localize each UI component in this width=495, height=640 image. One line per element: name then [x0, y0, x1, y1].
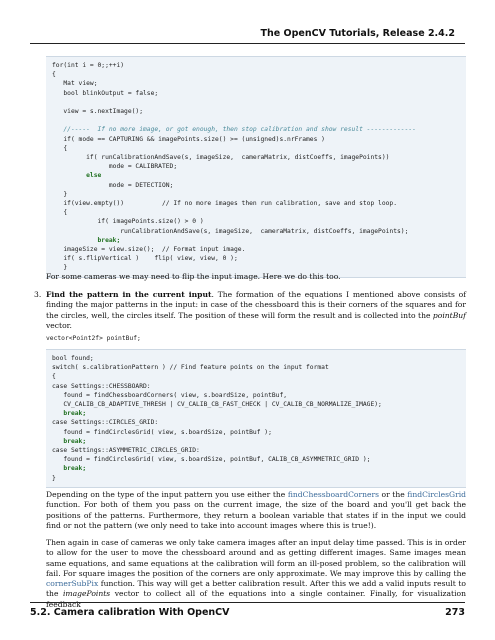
- list-item-find-pattern: Find the pattern in the current input. The formation of the equations I mentioned above consists of finding the major patterns in the input: in case of the chessboard this is their corners of the squares and for the circles, well, the circles itself. The position of these will form the result and is collected into the pointBuf vector.: [46, 290, 467, 330]
- list-item-number: 3.: [34, 290, 42, 299]
- code-block-capture-loop: [46, 56, 466, 278]
- footer-section-title: 5.2. Camera calibration With OpenCV: [30, 607, 230, 618]
- header-divider: [30, 43, 465, 44]
- code-inline-pointbuf: vector<Point2f> pointBuf;: [46, 335, 141, 342]
- footer-divider: [30, 602, 465, 603]
- paragraph-input-delay: Then again in case of cameras we only take camera images after an input delay time passed. This is in order to allow for the user to move the chessboard around and as getting different images. Same images mean same equations, and same equations at the calibration will form an ill-posed problem, so the calibration will fail. For square images the position of the corners are only approximate. We may improve this by calling the cornerSubPix function. This way will get a better calibration result. After this we add a valid inputs result to the imagePoints vector to collect all of the equations into a single container. Finally, for visualization feedback: [46, 538, 466, 609]
- link-findcirclesgrid[interactable]: findCirclesGrid: [407, 490, 466, 499]
- page-number: 273: [445, 607, 465, 618]
- code-text: for(int i = 0;;++i) { Mat view; bool blinkOutput = false; view = s.nextImage(); //----- If no more image, or got enough, then stop calibration and show result ------------- if( mode == CAPTURING && imagePoints.size() >= (unsigned)s.nrFrames ) { if( runCalibrationAndSave(s, imageSize, cameraMatrix, distCoeffs, imagePoints)) mode = CALIBRATED; else mode = DETECTION; } if(view.empty()) // If no more images then run calibration, save and stop loop. { if( imagePoints.size() > 0 ) runCalibrationAndSave(s, imageSize, cameraMatrix, distCoeffs, imagePoints); break; imageSize = view.size(); // Format input image. if( s.flipVertical ) flip( view, view, 0 ); }: [52, 62, 416, 272]
- link-findchessboardcorners[interactable]: findChessboardCorners: [287, 490, 379, 499]
- code-block-find-pattern: [46, 349, 466, 488]
- link-cornersubpix[interactable]: cornerSubPix: [46, 579, 99, 589]
- code-text: bool found; switch( s.calibrationPattern ) // Find feature points on the input format { case Settings::CHESSBOARD: found = findChessboardCorners( view, s.boardSize, pointBuf, CV_CALIB_CB_ADAPTIVE_THRESH | CV_CALIB_CB_FAST_CHECK | CV_CALIB_CB_NORMALIZE_IMAGE); break; case Settings::CIRCLES_GRID: found = findCirclesGrid( view, s.boardSize, pointBuf ); break; case Settings::ASYMMETRIC_CIRCLES_GRID: found = findCirclesGrid( view, s.boardSize, pointBuf, CALIB_CB_ASYMMETRIC_GRID ); break; }: [52, 355, 382, 482]
- paragraph-flip-note: For some cameras we may need to flip the input image. Here we do this too.: [46, 272, 341, 281]
- running-header: The OpenCV Tutorials, Release 2.4.2: [260, 28, 455, 39]
- paragraph-pattern-functions: Depending on the type of the input pattern you use either the findChessboardCorners or the findCirclesGrid function. For both of them you pass on the current image, the size of the board and you'll get back the positions of the patterns. Furthermore, they return a boolean variable that states if in the input we could find or not the pattern (we only need to take into account images where this is true!).: [46, 490, 466, 530]
